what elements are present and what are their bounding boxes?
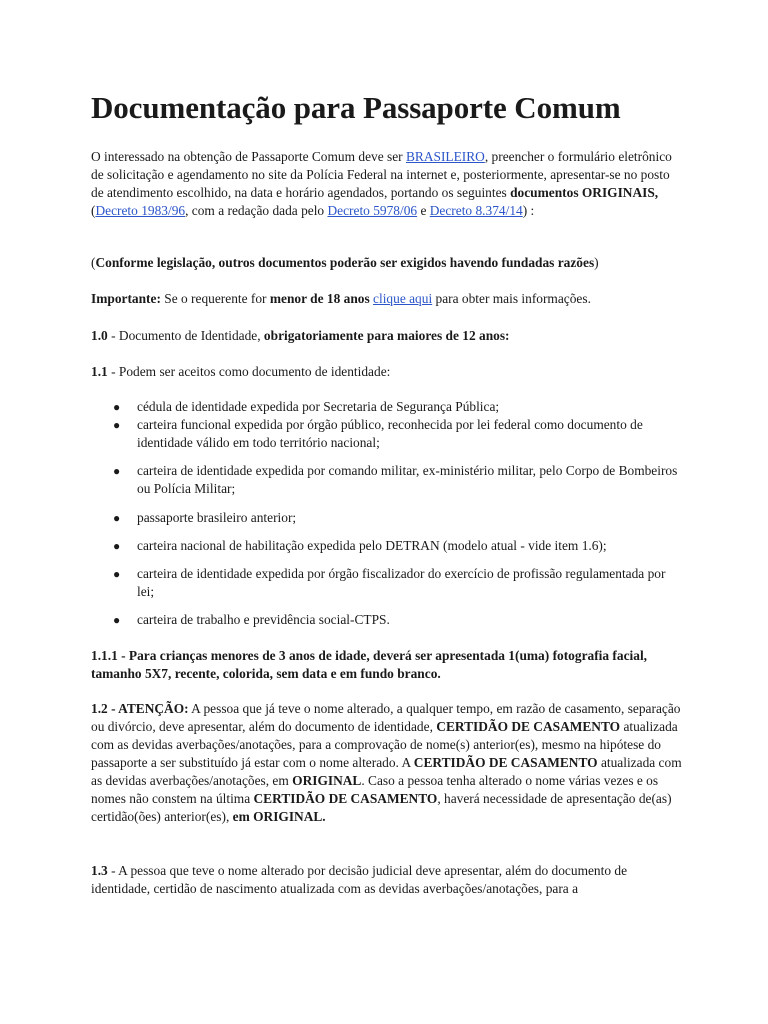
item-1-2-text-4: . Caso a pessoa tenha alterado o nome várias vezes e os nomes não constem na última [91, 773, 659, 806]
item-1-0-text: - Documento de Identidade, [107, 328, 264, 343]
item-1-1-1-paragraph [91, 647, 683, 683]
intro-text-1: O interessado na obtenção de Passaporte Comum deve ser [91, 149, 406, 164]
list-item-text: carteira nacional de habilitação expedida pelo DETRAN (modelo atual - vide item 1.6); [137, 538, 607, 553]
list-item [91, 416, 683, 452]
bullet-icon: ● [113, 511, 121, 525]
list-item [91, 565, 683, 601]
page-title: Documentação para Passaporte Comum [91, 90, 621, 125]
item-1-2-bold-3: ORIGINAL [292, 773, 362, 788]
intro-text-5: e [417, 203, 430, 218]
conforme-paragraph [91, 254, 683, 272]
list-item-text: carteira de trabalho e previdência social-CTPS. [137, 612, 390, 627]
item-1-0-number: 1.0 [91, 328, 108, 343]
bullet-icon: ● [113, 418, 121, 432]
importante-text-3: para obter mais informações. [432, 291, 591, 306]
item-1-2-bold-2: CERTIDÃO DE CASAMENTO [413, 755, 598, 770]
list-item [91, 462, 683, 498]
decreto-1983-link[interactable]: Decreto 1983/96 [95, 203, 186, 218]
item-1-3-number: 1.3 [91, 863, 108, 878]
conforme-open: ( [91, 255, 96, 270]
list-item [91, 509, 683, 527]
intro-text-3: ( [91, 203, 96, 218]
bullet-icon: ● [113, 539, 121, 553]
conforme-bold: Conforme legislação, outros documentos poderão ser exigidos havendo fundadas razões [95, 255, 595, 270]
item-1-2-paragraph [91, 700, 683, 826]
item-1-2-text-1: A pessoa que já teve o nome alterado, a qualquer tempo, em razão de casamento, separação ou divórcio, deve apresentar, além do documento de identidade, [91, 701, 681, 734]
bullet-icon: ● [113, 400, 121, 414]
decreto-5978-link[interactable]: Decreto 5978/06 [327, 203, 418, 218]
item-1-2-text-3: atualizada com as devidas averbações/anotações, em [91, 755, 682, 788]
item-1-2-bold-4: CERTIDÃO DE CASAMENTO [253, 791, 438, 806]
intro-bold-documents: documentos ORIGINAIS, [510, 185, 659, 200]
list-item-text: carteira de identidade expedida por comando militar, ex-ministério militar, pelo Corpo de Bombeiros ou Polícia Militar; [137, 463, 678, 496]
bullet-icon: ● [113, 613, 121, 627]
item-1-2-bold-5: em ORIGINAL. [232, 809, 326, 824]
decreto-8374-link[interactable]: Decreto 8.374/14 [429, 203, 523, 218]
list-item-text: cédula de identidade expedida por Secretaria de Segurança Pública; [137, 399, 500, 414]
item-1-2-label: 1.2 - ATENÇÃO: [91, 701, 189, 716]
item-1-2-text-5: , haverá necessidade de apresentação de(as) certidão(ões) anterior(es), [91, 791, 672, 824]
item-1-1-number: 1.1 [91, 364, 108, 379]
list-item-text: passaporte brasileiro anterior; [137, 510, 297, 525]
list-item [91, 537, 683, 555]
item-1-1-1-text: 1.1.1 - Para crianças menores de 3 anos de idade, deverá ser apresentada 1(uma) fotografia facial, tamanho 5X7, recente, colorida, sem data e em fundo branco. [91, 648, 648, 681]
list-item [91, 611, 683, 629]
item-1-1-paragraph [91, 363, 683, 381]
list-item-text: carteira de identidade expedida por órgão fiscalizador do exercício de profissão regulamentada por lei; [137, 566, 666, 599]
intro-text-4: , com a redação dada pelo [185, 203, 328, 218]
intro-text-6: ) : [522, 203, 535, 218]
item-1-3-paragraph [91, 862, 683, 898]
item-1-0-paragraph [91, 327, 683, 345]
item-1-0-bold: obrigatoriamente para maiores de 12 anos: [263, 328, 510, 343]
clique-aqui-link[interactable]: clique aqui [373, 291, 433, 306]
importante-label: Importante: [91, 291, 161, 306]
item-1-3-text: - A pessoa que teve o nome alterado por decisão judicial deve apresentar, além do documento de identidade, certidão de nascimento atualizada com as devidas averbações/anotações, para a [91, 863, 628, 896]
item-1-2-bold-1: CERTIDÃO DE CASAMENTO [436, 719, 621, 734]
importante-paragraph [91, 290, 683, 308]
item-1-1-text: - Podem ser aceitos como documento de identidade: [107, 364, 391, 379]
intro-paragraph [91, 148, 683, 220]
brasileiro-link[interactable]: BRASILEIRO [405, 149, 485, 164]
importante-text-1: Se o requerente for [160, 291, 270, 306]
item-1-2-text-2: atualizada com as devidas averbações/anotações, para a comprovação de nome(s) anterior(es), mesmo na hipótese do passaporte a ser substituído já estar com o nome alterado. A [91, 719, 678, 770]
list-item [91, 398, 683, 416]
bullet-icon: ● [113, 464, 121, 478]
importante-bold: menor de 18 anos [269, 291, 370, 306]
intro-text-2: , preencher o formulário eletrônico de solicitação e agendamento no site da Polícia Federal na internet e, posteriormente, apresentar-se no posto de atendimento escolhido, na data e horário agendados, portando os seguintes [91, 149, 672, 200]
list-item-text: carteira funcional expedida por órgão público, reconhecida por lei federal como documento de identidade válido em todo território nacional; [137, 417, 643, 450]
conforme-close: ) [594, 255, 599, 270]
bullet-icon: ● [113, 567, 121, 581]
